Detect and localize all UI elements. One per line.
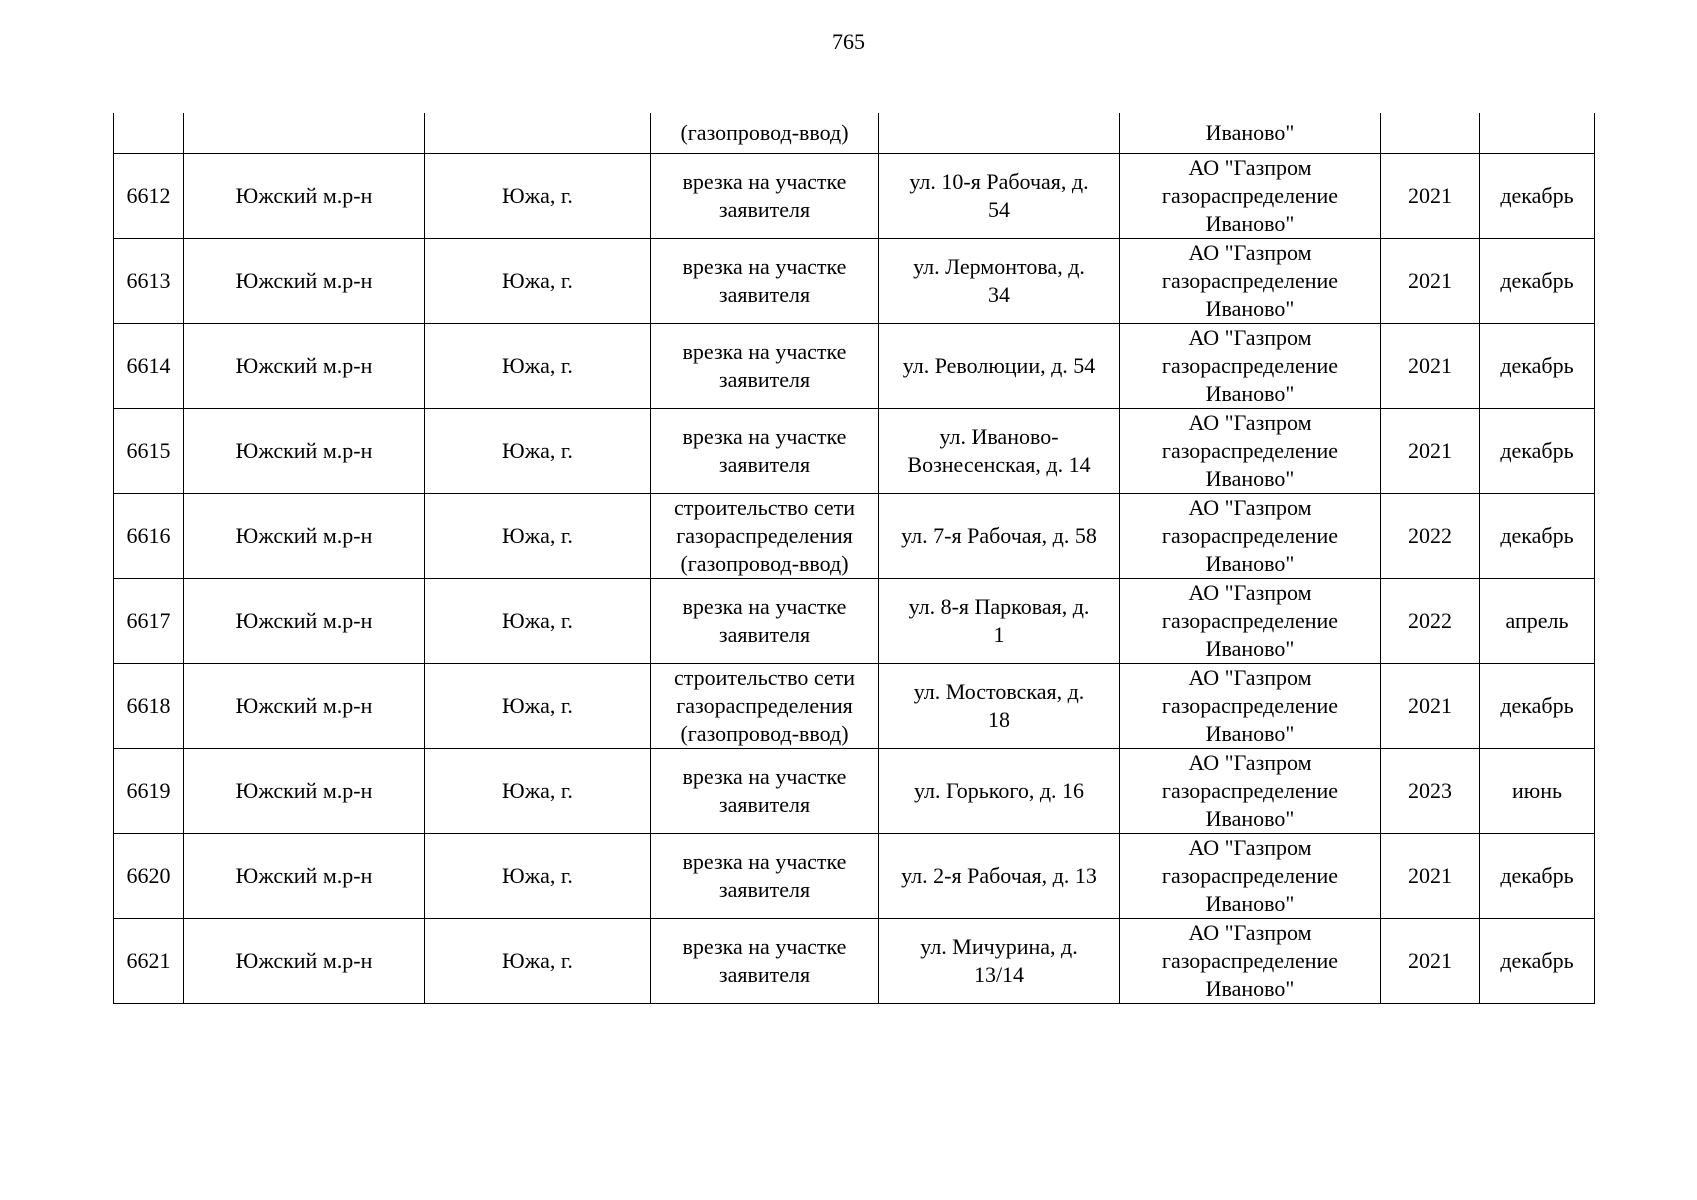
cell-settlement: Южа, г. (425, 579, 651, 664)
cell-settlement (425, 113, 651, 154)
cell-work-type: врезка на участке заявителя (651, 579, 879, 664)
table-row (114, 664, 1595, 749)
cell-month: декабрь (1480, 154, 1595, 239)
cell-address: ул. 2-я Рабочая, д. 13 (879, 834, 1120, 919)
table-row (114, 239, 1595, 324)
cell-work-type: строительство сети газораспределения (газопровод-ввод) (651, 494, 879, 579)
cell-organization: АО "Газпром газораспределение Иваново" (1120, 494, 1381, 579)
cell-address: ул. 7-я Рабочая, д. 58 (879, 494, 1120, 579)
cell-work-type: врезка на участке заявителя (651, 919, 879, 1004)
table-row-continuation (114, 113, 1595, 154)
cell-num: 6617 (114, 579, 184, 664)
cell-settlement: Южа, г. (425, 919, 651, 1004)
cell-num: 6621 (114, 919, 184, 1004)
cell-address: ул. 10-я Рабочая, д. 54 (879, 154, 1120, 239)
cell-num: 6619 (114, 749, 184, 834)
cell-address: ул. Революции, д. 54 (879, 324, 1120, 409)
cell-num: 6615 (114, 409, 184, 494)
cell-organization: АО "Газпром газораспределение Иваново" (1120, 154, 1381, 239)
table-row (114, 919, 1595, 1004)
cell-district: Южский м.р-н (184, 409, 425, 494)
cell-work-type: строительство сети газораспределения (газопровод-ввод) (651, 664, 879, 749)
cell-work-type: (газопровод-ввод) (651, 113, 879, 154)
cell-num: 6618 (114, 664, 184, 749)
cell-month: декабрь (1480, 409, 1595, 494)
cell-settlement: Южа, г. (425, 409, 651, 494)
cell-settlement: Южа, г. (425, 154, 651, 239)
cell-num: 6612 (114, 154, 184, 239)
cell-settlement: Южа, г. (425, 239, 651, 324)
cell-organization: АО "Газпром газораспределение Иваново" (1120, 834, 1381, 919)
cell-num: 6616 (114, 494, 184, 579)
cell-month: июнь (1480, 749, 1595, 834)
table-row (114, 494, 1595, 579)
cell-organization: АО "Газпром газораспределение Иваново" (1120, 324, 1381, 409)
cell-address: ул. Мостовская, д. 18 (879, 664, 1120, 749)
cell-year: 2022 (1381, 579, 1480, 664)
cell-organization: АО "Газпром газораспределение Иваново" (1120, 409, 1381, 494)
cell-month (1480, 113, 1595, 154)
cell-work-type: врезка на участке заявителя (651, 239, 879, 324)
table-row (114, 579, 1595, 664)
cell-address: ул. Лермонтова, д. 34 (879, 239, 1120, 324)
cell-year: 2021 (1381, 239, 1480, 324)
cell-num: 6614 (114, 324, 184, 409)
cell-settlement: Южа, г. (425, 834, 651, 919)
cell-address: ул. Горького, д. 16 (879, 749, 1120, 834)
cell-year: 2021 (1381, 324, 1480, 409)
page-number: 765 (832, 29, 865, 54)
cell-organization: АО "Газпром газораспределение Иваново" (1120, 239, 1381, 324)
cell-year: 2022 (1381, 494, 1480, 579)
cell-district: Южский м.р-н (184, 494, 425, 579)
table-row (114, 324, 1595, 409)
cell-year: 2021 (1381, 409, 1480, 494)
cell-organization: АО "Газпром газораспределение Иваново" (1120, 919, 1381, 1004)
cell-work-type: врезка на участке заявителя (651, 834, 879, 919)
cell-address: ул. 8-я Парковая, д. 1 (879, 579, 1120, 664)
cell-year: 2021 (1381, 154, 1480, 239)
cell-month: декабрь (1480, 239, 1595, 324)
cell-address: ул. Иваново- Вознесенская, д. 14 (879, 409, 1120, 494)
cell-organization: АО "Газпром газораспределение Иваново" (1120, 579, 1381, 664)
cell-settlement: Южа, г. (425, 664, 651, 749)
table-row (114, 749, 1595, 834)
cell-district: Южский м.р-н (184, 664, 425, 749)
cell-work-type: врезка на участке заявителя (651, 409, 879, 494)
cell-district: Южский м.р-н (184, 324, 425, 409)
cell-district: Южский м.р-н (184, 579, 425, 664)
cell-year (1381, 113, 1480, 154)
cell-district: Южский м.р-н (184, 919, 425, 1004)
cell-settlement: Южа, г. (425, 324, 651, 409)
cell-month: декабрь (1480, 494, 1595, 579)
cell-settlement: Южа, г. (425, 749, 651, 834)
cell-settlement: Южа, г. (425, 494, 651, 579)
table-body (114, 113, 1595, 1004)
cell-work-type: врезка на участке заявителя (651, 749, 879, 834)
cell-district (184, 113, 425, 154)
cell-district: Южский м.р-н (184, 239, 425, 324)
cell-district: Южский м.р-н (184, 154, 425, 239)
cell-year: 2021 (1381, 664, 1480, 749)
cell-organization: Иваново" (1120, 113, 1381, 154)
cell-work-type: врезка на участке заявителя (651, 324, 879, 409)
cell-year: 2021 (1381, 919, 1480, 1004)
cell-month: декабрь (1480, 324, 1595, 409)
cell-address (879, 113, 1120, 154)
cell-month: декабрь (1480, 919, 1595, 1004)
table-row (114, 154, 1595, 239)
cell-month: декабрь (1480, 664, 1595, 749)
cell-month: декабрь (1480, 834, 1595, 919)
cell-organization: АО "Газпром газораспределение Иваново" (1120, 664, 1381, 749)
cell-organization: АО "Газпром газораспределение Иваново" (1120, 749, 1381, 834)
cell-year: 2023 (1381, 749, 1480, 834)
cell-address: ул. Мичурина, д. 13/14 (879, 919, 1120, 1004)
cell-num: 6620 (114, 834, 184, 919)
cell-num (114, 113, 184, 154)
cell-num: 6613 (114, 239, 184, 324)
cell-month: апрель (1480, 579, 1595, 664)
cell-district: Южский м.р-н (184, 834, 425, 919)
cell-work-type: врезка на участке заявителя (651, 154, 879, 239)
table-row (114, 834, 1595, 919)
cell-district: Южский м.р-н (184, 749, 425, 834)
cell-year: 2021 (1381, 834, 1480, 919)
table-row (114, 409, 1595, 494)
gas-connection-table (113, 113, 1595, 1004)
